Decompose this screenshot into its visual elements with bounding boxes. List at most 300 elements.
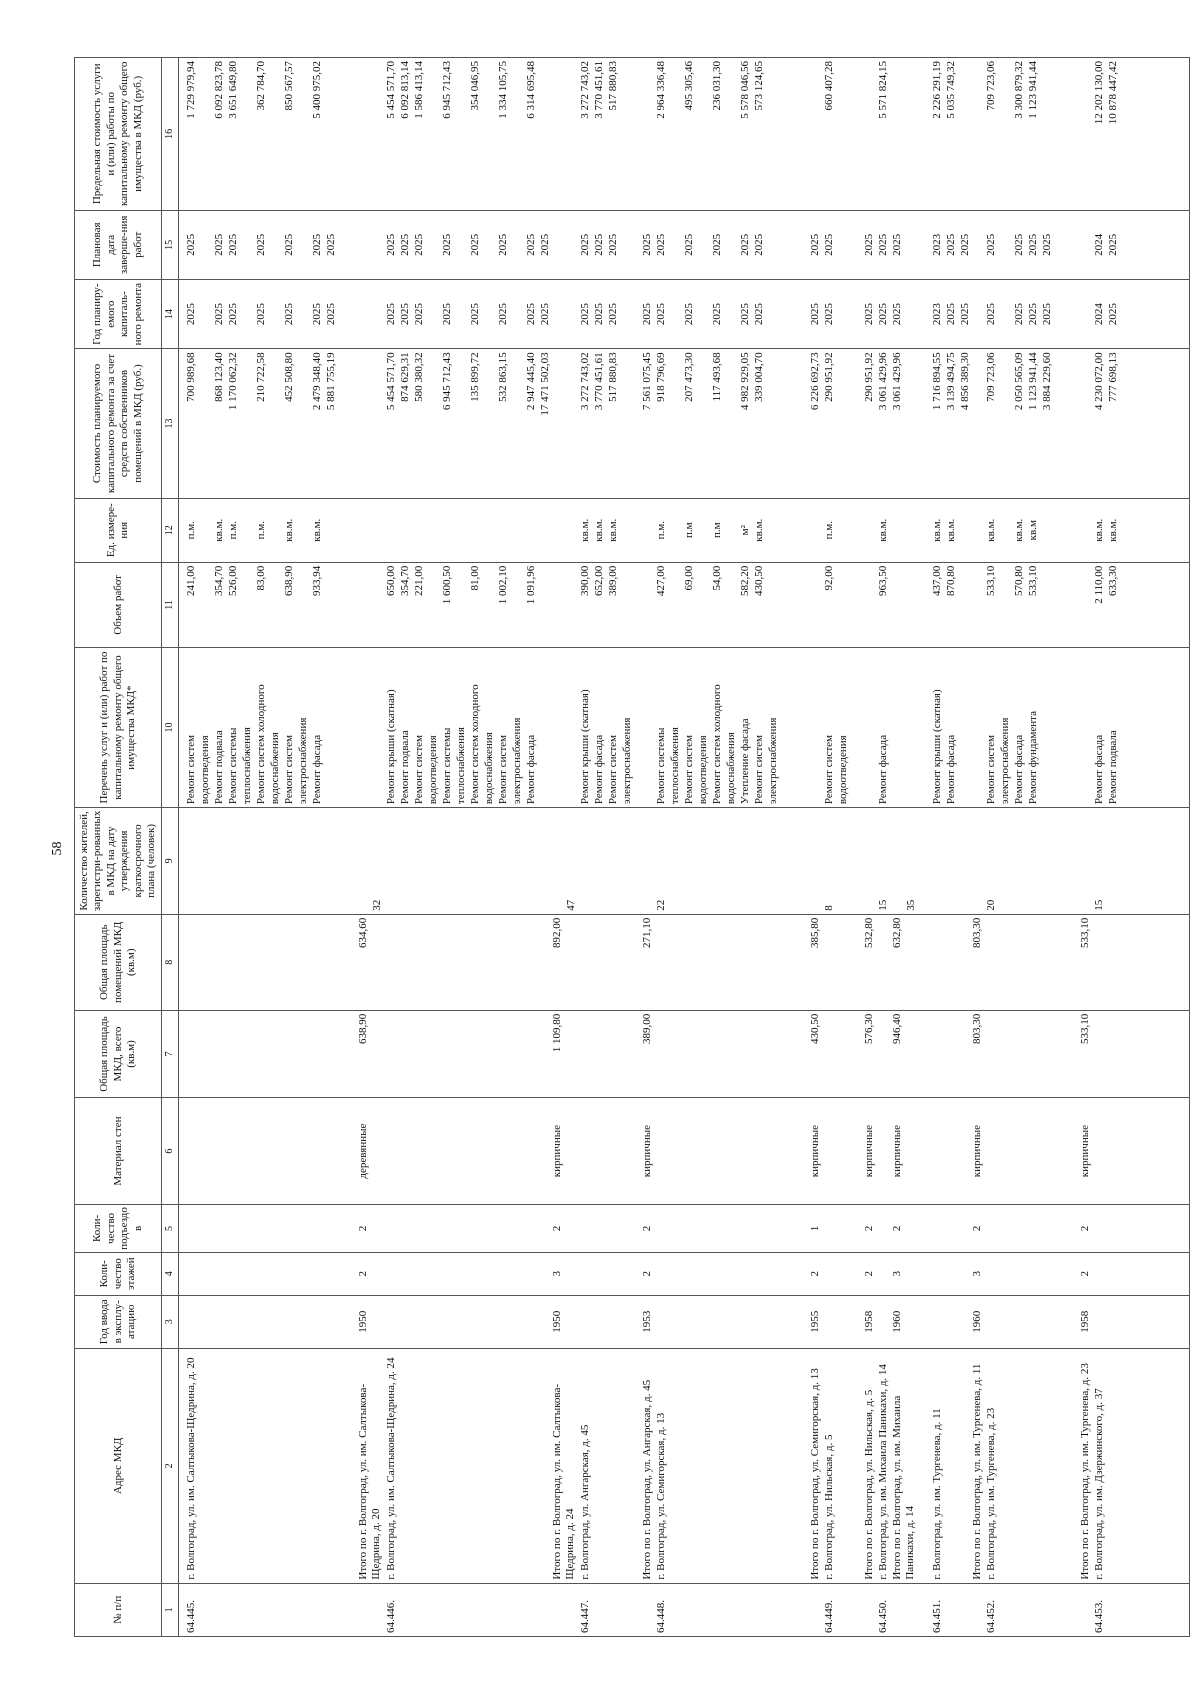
- col15-entry: 2025: [944, 233, 957, 256]
- column-number: 5: [162, 1204, 178, 1252]
- col10-entry: водоотведения: [426, 735, 439, 805]
- col4-entry: 3: [550, 1271, 563, 1277]
- col16-entry: 517 880,83: [606, 61, 619, 111]
- col7-entry: 389,00: [640, 1013, 653, 1045]
- col11-entry: 354,70: [398, 565, 411, 596]
- col15-entry: 2025: [440, 233, 453, 256]
- col11-entry: 427,00: [654, 565, 667, 596]
- col9-entry: 35: [904, 899, 917, 911]
- col16-entry: 3 770 451,61: [592, 61, 605, 119]
- header-cell: Объем работ: [75, 562, 162, 647]
- col-address-cell: [178, 1348, 1189, 1583]
- col2-entry: г. Волгоград, ул. им. Дзержинского, д. 37: [1092, 1388, 1105, 1580]
- col8-entry: 803,30: [970, 917, 983, 948]
- col11-entry: 54,00: [710, 565, 723, 591]
- col15-entry: 2025: [282, 233, 295, 256]
- header-cell: Стоимость планируемого капитального ремонта за счет средств собственников помещений в МКД (руб.): [75, 349, 162, 498]
- col2-entry: Итого по г. Волгоград, ул. Ангарская, д. 45: [640, 1379, 653, 1580]
- col2-entry: г. Волгоград, ул. им. Тургенева, д. 23: [984, 1407, 997, 1580]
- header-cell: Плановая дата заверше-ния работ: [75, 210, 162, 279]
- col6-entry: кирпичные: [550, 1125, 563, 1178]
- col14-entry: 2025: [808, 303, 821, 326]
- col10-entry: Ремонт систем: [496, 735, 509, 805]
- col16-entry: 354 046,95: [468, 61, 481, 111]
- col13-entry: 1 123 941,44: [1026, 352, 1039, 411]
- col5-entry: 2: [970, 1225, 983, 1232]
- col8-entry: 271,10: [640, 917, 653, 948]
- col13-entry: 210 722,58: [254, 352, 267, 402]
- col2-entry: г. Волгоград, ул. Семигорская, д. 13: [654, 1412, 667, 1580]
- col13-entry: 3 884 229,60: [1040, 352, 1053, 411]
- col13-entry: 7 561 075,45: [640, 352, 653, 411]
- col14-entry: 2025: [412, 303, 425, 326]
- col10-entry: Ремонт систем: [752, 735, 765, 805]
- col13-entry: 339 004,70: [752, 352, 765, 402]
- col7-entry: 430,50: [808, 1013, 821, 1045]
- col14-entry: 2025: [592, 303, 605, 326]
- col16-entry: 6 945 712,43: [440, 61, 453, 119]
- col9-entry: 22: [654, 899, 667, 911]
- col15-entry: 2025: [606, 233, 619, 256]
- col14-entry: 2025: [1040, 303, 1053, 326]
- col13-entry: 3 770 451,61: [592, 352, 605, 411]
- column-number: 1: [162, 1583, 178, 1636]
- col11-entry: 241,00: [184, 565, 197, 596]
- col12-entry: кв.м.: [310, 518, 323, 542]
- col14-entry: 2025: [710, 303, 723, 326]
- col10-entry: Ремонт системы: [654, 727, 667, 805]
- col10-entry: Ремонт систем: [184, 735, 197, 805]
- col3-entry: 1960: [890, 1310, 903, 1333]
- col16-entry: 10 878 447,42: [1106, 61, 1119, 125]
- col10-entry: водоснабжения: [268, 732, 281, 805]
- col-works-cell: [178, 648, 1189, 808]
- col2-entry: Итого по г. Волгоград, ул. им. Михаила Паникахи, д. 14: [890, 1395, 917, 1580]
- col1-entry: 64.448.: [654, 1600, 667, 1633]
- col2-entry: г. Волгоград, ул. им. Салтыкова-Щедрина, д. 20: [184, 1357, 197, 1580]
- header-cell: Адрес МКД: [75, 1348, 162, 1583]
- col15-entry: 2025: [808, 233, 821, 256]
- col15-entry: 2025: [254, 233, 267, 256]
- col12-entry: кв.м.: [1106, 518, 1119, 542]
- col11-entry: 533,10: [984, 565, 997, 596]
- col10-entry: Ремонт систем: [822, 735, 835, 805]
- col14-entry: 2025: [538, 303, 551, 326]
- col3-entry: 1958: [862, 1310, 875, 1333]
- col3-entry: 1950: [356, 1310, 369, 1333]
- col13-entry: 6 945 712,43: [440, 352, 453, 411]
- col13-entry: 17 471 502,03: [538, 352, 551, 416]
- col5-entry: 2: [1078, 1225, 1091, 1232]
- col14-entry: 2025: [876, 303, 889, 326]
- col2-entry: г. Волгоград, ул. Нильская, д. 5: [822, 1434, 835, 1580]
- col8-entry: 632,80: [890, 917, 903, 948]
- col10-entry: Ремонт систем: [606, 735, 619, 805]
- column-number: 2: [162, 1348, 178, 1583]
- col12-entry: кв.м.: [592, 518, 605, 542]
- col13-entry: 117 493,68: [710, 352, 723, 402]
- column-number: 15: [162, 210, 178, 279]
- col8-entry: 533,10: [1078, 917, 1091, 948]
- col10-entry: Ремонт систем: [282, 735, 295, 805]
- col6-entry: кирпичные: [862, 1125, 875, 1178]
- col13-entry: 709 723,06: [984, 352, 997, 402]
- col13-entry: 452 508,80: [282, 352, 295, 402]
- col14-entry: 2025: [640, 303, 653, 326]
- col2-entry: Итого по г. Волгоград, ул. им. Тургенева, д. 23: [1078, 1363, 1091, 1580]
- col5-entry: 1: [808, 1225, 821, 1232]
- col12-entry: п.м.: [254, 521, 267, 540]
- col12-entry: кв.м.: [944, 518, 957, 542]
- col13-entry: 3 061 429,96: [890, 352, 903, 411]
- col16-entry: 6 092 813,14: [398, 61, 411, 119]
- col6-entry: кирпичные: [808, 1125, 821, 1178]
- col16-entry: 6 092 823,78: [212, 61, 225, 119]
- col6-entry: деревянные: [356, 1123, 369, 1179]
- col11-entry: 437,00: [930, 565, 943, 596]
- col13-entry: 207 473,30: [682, 352, 695, 402]
- col16-entry: 3 300 879,32: [1012, 61, 1025, 119]
- col13-entry: 135 899,72: [468, 352, 481, 402]
- col11-entry: 582,20: [738, 565, 751, 596]
- col15-entry: 2025: [984, 233, 997, 256]
- col15-entry: 2025: [1040, 233, 1053, 256]
- col14-entry: 2025: [654, 303, 667, 326]
- col11-entry: 389,00: [606, 565, 619, 596]
- col3-entry: 1950: [550, 1310, 563, 1333]
- col13-entry: 777 698,13: [1106, 352, 1119, 402]
- col15-entry: 2025: [890, 233, 903, 256]
- col16-entry: 5 571 824,15: [876, 61, 889, 119]
- col1-entry: 64.445.: [184, 1600, 197, 1633]
- col13-entry: 2 050 565,09: [1012, 352, 1025, 411]
- col16-entry: 5 400 975,02: [310, 61, 323, 119]
- col9-entry: 32: [370, 899, 383, 911]
- col14-entry: 2025: [310, 303, 323, 326]
- col11-entry: 638,90: [282, 565, 295, 596]
- col3-entry: 1958: [1078, 1310, 1091, 1333]
- col14-entry: 2025: [682, 303, 695, 326]
- col11-entry: 69,00: [682, 565, 695, 591]
- col15-entry: 2025: [524, 233, 537, 256]
- col7-entry: 638,90: [356, 1013, 369, 1045]
- col13-entry: 1 170 062,32: [226, 352, 239, 411]
- col13-entry: 3 139 494,75: [944, 352, 957, 411]
- col10-entry: Ремонт фасада: [876, 734, 889, 805]
- repair-plan-table: [74, 57, 1190, 1637]
- col15-entry: 2025: [822, 233, 835, 256]
- col10-entry: Утепление фасада: [738, 718, 751, 805]
- col14-entry: 2025: [752, 303, 765, 326]
- col9-entry: 8: [822, 905, 835, 911]
- col1-entry: 64.452.: [984, 1600, 997, 1633]
- col16-entry: 5 578 046,56: [738, 61, 751, 119]
- col10-entry: Ремонт фасада: [310, 734, 323, 805]
- col11-entry: 933,94: [310, 565, 323, 596]
- col16-entry: 12 202 130,00: [1092, 61, 1105, 125]
- col3-entry: 1953: [640, 1310, 653, 1333]
- col8-entry: 634,60: [356, 917, 369, 948]
- col12-entry: кв.м.: [1012, 518, 1025, 542]
- col12-entry: кв.м.: [984, 518, 997, 542]
- col-premises-area-cell: [178, 914, 1189, 1010]
- col-unit-cell: [178, 498, 1189, 562]
- col11-entry: 221,00: [412, 565, 425, 596]
- col10-entry: Ремонт систем: [412, 735, 425, 805]
- col13-entry: 2 947 445,40: [524, 352, 537, 411]
- col7-entry: 803,30: [970, 1013, 983, 1045]
- col11-entry: 633,30: [1106, 565, 1119, 596]
- col15-entry: 2025: [1106, 233, 1119, 256]
- col12-entry: м²: [738, 525, 751, 536]
- col16-entry: 6 314 695,48: [524, 61, 537, 119]
- col13-entry: 290 951,92: [862, 352, 875, 402]
- col11-entry: 1 600,50: [440, 565, 453, 605]
- col15-entry: 2025: [710, 233, 723, 256]
- col11-entry: 354,70: [212, 565, 225, 596]
- col15-entry: 2025: [640, 233, 653, 256]
- col14-entry: 2025: [496, 303, 509, 326]
- col10-entry: электроснабжения: [296, 717, 309, 805]
- col13-entry: 4 856 389,30: [958, 352, 971, 411]
- col10-entry: теплоснабжения: [668, 727, 681, 805]
- col10-entry: Ремонт фасада: [944, 734, 957, 805]
- col5-entry: 2: [356, 1225, 369, 1232]
- col12-entry: п.м.: [822, 521, 835, 540]
- col15-entry: 2025: [538, 233, 551, 256]
- column-number: 7: [162, 1010, 178, 1097]
- col15-entry: 2025: [578, 233, 591, 256]
- col16-entry: 850 567,57: [282, 61, 295, 111]
- col3-entry: 1960: [970, 1310, 983, 1333]
- col4-entry: 2: [1078, 1271, 1091, 1277]
- col2-entry: Итого по г. Волгоград, ул. Семигорская, д. 13: [808, 1368, 821, 1580]
- col10-entry: Ремонт фундамента: [1026, 711, 1039, 805]
- col-volume-cell: [178, 562, 1189, 647]
- col10-entry: электроснабжения: [620, 717, 633, 805]
- col14-entry: 2025: [944, 303, 957, 326]
- header-cell: Предельная стоимость услуги и (или) работы по капитальному ремонту общего имущества в МКД (руб.): [75, 58, 162, 211]
- col2-entry: Итого по г. Волгоград, ул. им. Тургенева, д. 11: [970, 1363, 983, 1580]
- col8-entry: 385,80: [808, 917, 821, 948]
- col12-entry: кв.м.: [930, 518, 943, 542]
- col15-entry: 2023: [930, 233, 943, 256]
- col15-entry: 2025: [592, 233, 605, 256]
- col3-entry: 1955: [808, 1310, 821, 1333]
- col16-entry: 573 124,65: [752, 61, 765, 111]
- col14-entry: 2024: [1092, 303, 1105, 326]
- col11-entry: 526,00: [226, 565, 239, 596]
- col16-entry: 495 305,46: [682, 61, 695, 111]
- header-cell: Материал стен: [75, 1098, 162, 1205]
- table-body-row: [178, 58, 1189, 1637]
- col15-entry: 2025: [752, 233, 765, 256]
- col16-entry: 2 964 336,48: [654, 61, 667, 119]
- col14-entry: 2025: [984, 303, 997, 326]
- col11-entry: 81,00: [468, 565, 481, 591]
- col10-entry: водоотведения: [198, 735, 211, 805]
- col13-entry: 700 989,68: [184, 352, 197, 402]
- col13-entry: 868 123,40: [212, 352, 225, 402]
- col4-entry: 2: [808, 1271, 821, 1277]
- col16-entry: 236 031,30: [710, 61, 723, 111]
- col15-entry: 2025: [398, 233, 411, 256]
- col16-entry: 709 723,06: [984, 61, 997, 111]
- col15-entry: 2025: [324, 233, 337, 256]
- col13-entry: 580 380,32: [412, 352, 425, 402]
- col16-entry: 5 035 749,32: [944, 61, 957, 119]
- col1-entry: 64.449.: [822, 1600, 835, 1633]
- column-number: 8: [162, 914, 178, 1010]
- header-cell: Коли-чество подъездо в: [75, 1204, 162, 1252]
- col13-entry: 3 061 429,96: [876, 352, 889, 411]
- table-header-row: [75, 58, 162, 1637]
- col-year-cell: [178, 1295, 1189, 1348]
- col14-entry: 2025: [184, 303, 197, 326]
- col11-entry: 92,00: [822, 565, 835, 591]
- col10-entry: Ремонт подвала: [212, 730, 225, 805]
- col14-entry: 2025: [862, 303, 875, 326]
- col10-entry: Ремонт системы: [440, 727, 453, 805]
- col-floors-cell: [178, 1252, 1189, 1295]
- col4-entry: 3: [970, 1271, 983, 1277]
- col-cost-cell: [178, 349, 1189, 498]
- col12-entry: кв.м.: [578, 518, 591, 542]
- col-end-date-cell: [178, 210, 1189, 279]
- col-residents-cell: [178, 808, 1189, 915]
- col5-entry: 2: [640, 1225, 653, 1232]
- col8-entry: 532,80: [862, 917, 875, 948]
- col10-entry: Ремонт фасада: [1012, 734, 1025, 805]
- col10-entry: водоотведения: [836, 735, 849, 805]
- col-total-area-cell: [178, 1010, 1189, 1097]
- col15-entry: 2025: [876, 233, 889, 256]
- col2-entry: г. Волгоград, ул. им. Тургенева, д. 11: [930, 1408, 943, 1580]
- header-cell: Количество жителей, зарегистри-рованных в МКД на дату утверждения краткосрочного плана (человек): [75, 808, 162, 915]
- col14-entry: 2025: [226, 303, 239, 326]
- col-plan-year-cell: [178, 279, 1189, 348]
- col16-entry: 3 651 649,80: [226, 61, 239, 119]
- col16-entry: 1 334 105,75: [496, 61, 509, 119]
- col16-entry: 1 123 941,44: [1026, 61, 1039, 119]
- col8-entry: 892,00: [550, 917, 563, 948]
- col10-entry: Ремонт подвала: [1106, 730, 1119, 805]
- col13-entry: 874 629,31: [398, 352, 411, 402]
- col12-entry: п.м.: [184, 521, 197, 540]
- col10-entry: Ремонт крыши (скатная): [384, 689, 397, 805]
- col11-entry: 1 091,96: [524, 565, 537, 605]
- col15-entry: 2025: [958, 233, 971, 256]
- col10-entry: теплоснабжения: [454, 727, 467, 805]
- col10-entry: Ремонт систем: [682, 735, 695, 805]
- col9-entry: 20: [984, 899, 997, 911]
- col15-entry: 2025: [310, 233, 323, 256]
- column-number-row: [162, 58, 178, 1637]
- col2-entry: г. Волгоград, ул. им. Михаила Паникахи, д. 14: [876, 1364, 889, 1580]
- col1-entry: 64.446.: [384, 1600, 397, 1633]
- col11-entry: 870,80: [944, 565, 957, 596]
- col10-entry: Ремонт крыши (скатная): [930, 689, 943, 805]
- col14-entry: 2025: [440, 303, 453, 326]
- column-number: 12: [162, 498, 178, 562]
- header-cell: Год ввода в эксплу-атацию: [75, 1295, 162, 1348]
- col15-entry: 2025: [226, 233, 239, 256]
- col9-entry: 15: [1092, 899, 1105, 911]
- col10-entry: Ремонт системы: [226, 727, 239, 805]
- col4-entry: 2: [862, 1271, 875, 1277]
- col14-entry: 2025: [738, 303, 751, 326]
- col5-entry: 2: [890, 1225, 903, 1232]
- col12-entry: кв.м: [1026, 520, 1039, 541]
- col12-entry: кв.м.: [282, 518, 295, 542]
- header-cell: Общая площадь МКД, всего (кв.м): [75, 1010, 162, 1097]
- col16-entry: 2 226 291,19: [930, 61, 943, 119]
- col13-entry: 3 272 743,02: [578, 352, 591, 411]
- col12-entry: кв.м.: [212, 518, 225, 542]
- col15-entry: 2025: [384, 233, 397, 256]
- col14-entry: 2025: [958, 303, 971, 326]
- col15-entry: 2025: [738, 233, 751, 256]
- col14-entry: 2023: [930, 303, 943, 326]
- col14-entry: 2025: [1106, 303, 1119, 326]
- column-number: 11: [162, 562, 178, 647]
- header-cell: № п/п: [75, 1583, 162, 1636]
- col16-entry: 3 272 743,02: [578, 61, 591, 119]
- col-index-cell: [178, 1583, 1189, 1636]
- col10-entry: Ремонт систем холодного: [710, 684, 723, 805]
- col13-entry: 5 881 755,19: [324, 352, 337, 411]
- col2-entry: Итого по г. Волгоград, ул. Нильская, д. 5: [862, 1389, 875, 1580]
- column-number: 3: [162, 1295, 178, 1348]
- col12-entry: п.м.: [226, 521, 239, 540]
- col10-entry: Ремонт фасада: [1092, 734, 1105, 805]
- col11-entry: 390,00: [578, 565, 591, 596]
- col12-entry: п.м: [682, 522, 695, 538]
- col11-entry: 570,80: [1012, 565, 1025, 596]
- col13-entry: 6 226 692,73: [808, 352, 821, 411]
- col13-entry: 532 863,15: [496, 352, 509, 402]
- col16-entry: 1 586 413,14: [412, 61, 425, 119]
- col9-entry: 15: [876, 899, 889, 911]
- col14-entry: 2025: [524, 303, 537, 326]
- col15-entry: 2025: [862, 233, 875, 256]
- col4-entry: 2: [640, 1271, 653, 1277]
- col11-entry: 650,00: [384, 565, 397, 596]
- col15-entry: 2025: [1012, 233, 1025, 256]
- col10-entry: Ремонт крыши (скатная): [578, 689, 591, 805]
- col10-entry: водоотведения: [696, 735, 709, 805]
- col7-entry: 1 109,80: [550, 1013, 563, 1053]
- column-number: 6: [162, 1098, 178, 1205]
- col6-entry: кирпичные: [970, 1125, 983, 1178]
- col10-entry: электроснабжения: [998, 717, 1011, 805]
- col15-entry: 2025: [212, 233, 225, 256]
- col10-entry: Ремонт систем холодного: [254, 684, 267, 805]
- col11-entry: 430,50: [752, 565, 765, 596]
- col12-entry: кв.м.: [876, 518, 889, 542]
- col14-entry: 2025: [384, 303, 397, 326]
- col10-entry: Ремонт систем холодного: [468, 684, 481, 805]
- col1-entry: 64.450.: [876, 1600, 889, 1633]
- header-cell: Ед. измере-ния: [75, 498, 162, 562]
- col15-entry: 2025: [654, 233, 667, 256]
- col9-entry: 47: [564, 899, 577, 911]
- col15-entry: 2025: [468, 233, 481, 256]
- col2-entry: Итого по г. Волгоград, ул. им. Салтыкова-Щедрина, д. 20: [356, 1384, 383, 1580]
- col7-entry: 576,30: [862, 1013, 875, 1045]
- col14-entry: 2025: [890, 303, 903, 326]
- col14-entry: 2025: [578, 303, 591, 326]
